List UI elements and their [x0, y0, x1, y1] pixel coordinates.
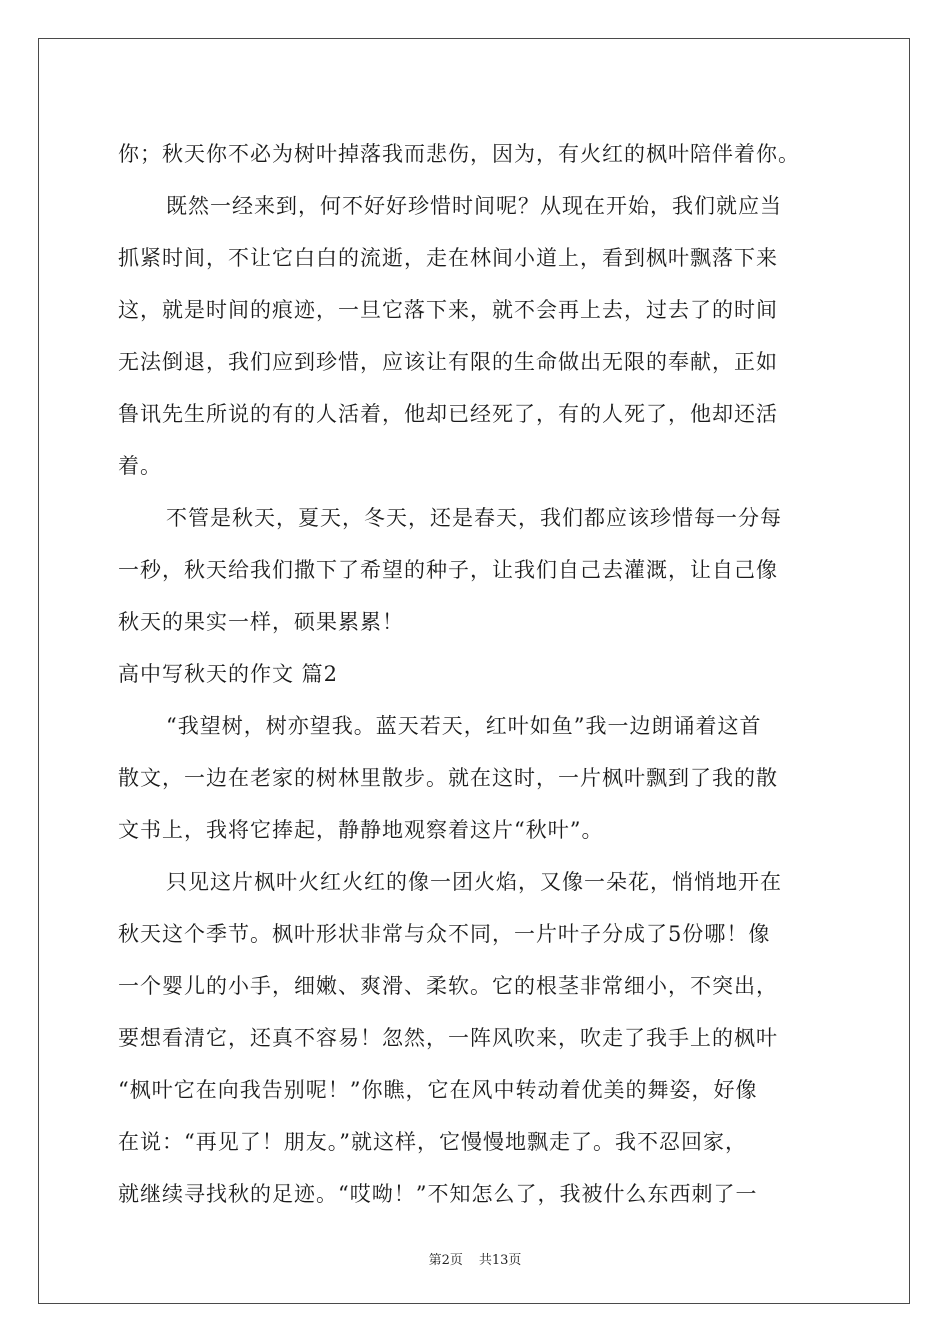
text-line: 你；秋天你不必为树叶掉落我而悲伤，因为，有火红的枫叶陪伴着你。: [118, 142, 800, 166]
text-line: 要想看清它，还真不容易！忽然，一阵风吹来，吹走了我手上的枫叶: [118, 1026, 778, 1050]
text-line: 一个婴儿的小手，细嫩、爽滑、柔软。它的根茎非常细小，不突出，: [118, 974, 778, 998]
text-line: 鲁讯先生所说的有的人活着，他却已经死了，有的人死了，他却还活: [118, 402, 778, 426]
text-line: 在说：“再见了！朋友。”就这样，它慢慢地飘走了。我不忍回家，: [118, 1130, 747, 1154]
document-body: [118, 128, 858, 1220]
text-line: 着。: [118, 454, 162, 478]
text-line: 文书上，我将它捧起，静静地观察着这片“秋叶”。: [118, 818, 604, 842]
paragraph-start: 只见这片枫叶火红火红的像一团火焰，又像一朵花，悄悄地开在: [166, 870, 782, 894]
text-line: 抓紧时间，不让它白白的流逝，走在林间小道上，看到枫叶飘落下来: [118, 246, 778, 270]
text-line: 这，就是时间的痕迹，一旦它落下来，就不会再上去，过去了的时间: [118, 298, 778, 322]
text-line: 秋天这个季节。枫叶形状非常与众不同，一片叶子分成了5份哪！像: [118, 922, 771, 946]
text-line: “枫叶它在向我告别呢！”你瞧，它在风中转动着优美的舞姿，好像: [118, 1078, 758, 1102]
page-total: 共13页: [478, 1253, 522, 1268]
text-line: 无法倒退，我们应到珍惜，应该让有限的生命做出无限的奉献，正如: [118, 350, 778, 374]
page-number: 第2页: [428, 1253, 463, 1268]
paragraph-start: 既然一经来到，何不好好珍惜时间呢？从现在开始，我们就应当: [166, 194, 782, 218]
text-line: 散文，一边在老家的树林里散步。就在这时，一片枫叶飘到了我的散: [118, 766, 778, 790]
text-line: 秋天的果实一样，硕果累累！: [118, 610, 404, 634]
text-line: 就继续寻找秋的足迹。“哎呦！”不知怎么了，我被什么东西刺了一: [118, 1182, 758, 1206]
text-line: 一秒，秋天给我们撒下了希望的种子，让我们自己去灌溉，让自己像: [118, 558, 778, 582]
paragraph-start: 不管是秋天，夏天，冬天，还是春天，我们都应该珍惜每一分每: [166, 506, 782, 530]
page-footer: [0, 1249, 950, 1268]
paragraph-start: “我望树，树亦望我。蓝天若天，红叶如鱼”我一边朗诵着这首: [166, 714, 762, 738]
section-heading: 高中写秋天的作文 篇2: [118, 662, 339, 686]
